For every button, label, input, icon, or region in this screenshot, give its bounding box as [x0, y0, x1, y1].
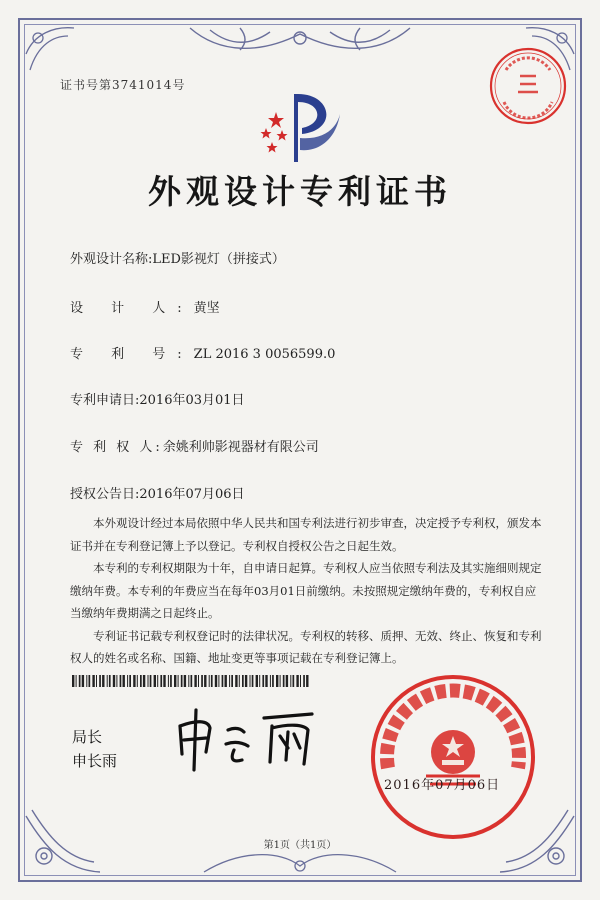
patent-number-value: ZL 2016 3 0056599.0 — [193, 347, 336, 362]
grant-date-row — [70, 483, 245, 502]
filing-date-label: 专利申请日: — [70, 393, 140, 408]
patentee-row — [70, 436, 319, 455]
patentee-value: 余姚利帅影视器材有限公司 — [162, 440, 319, 455]
certificate-number: 证书号第3741014号 — [60, 78, 186, 92]
barcode — [72, 675, 312, 687]
filing-date-row — [70, 389, 245, 408]
signatory-name: 申长雨 — [72, 752, 118, 770]
signatory-title: 局长 — [72, 728, 103, 746]
filing-date-value: 2016年03月01日 — [139, 393, 245, 408]
director-signature — [172, 700, 322, 775]
grant-date-label: 授权公告日: — [70, 487, 140, 502]
top-ornament — [180, 24, 420, 60]
tax-stamp — [488, 46, 568, 126]
design-name-label: 外观设计名称: — [70, 252, 153, 267]
designer-row — [70, 297, 220, 316]
grant-date-value: 2016年07月06日 — [139, 487, 245, 502]
patent-number-row — [70, 343, 335, 362]
official-seal — [368, 672, 538, 842]
page-number: 第1页（共1页） — [263, 840, 337, 851]
patent-number-label: 专 利 号: — [70, 347, 194, 362]
corner-ornament-top-left — [24, 24, 84, 84]
patent-office-logo — [252, 90, 342, 170]
bottom-ornament — [200, 848, 400, 876]
body-paragraph-2: 本专利的专利权期限为十年，自申请日起算。专利权人应当依照专利法及其实施细则规定缴纳年费。本专利的年费应当在每年03月01日前缴纳。未按照规定缴纳年费的，专利权自应当缴纳年费期满之日起终止。 — [70, 561, 542, 620]
seal-date: 2016年07月06日 — [384, 778, 501, 793]
designer-value: 黄坚 — [193, 301, 220, 316]
patentee-label: 专 利 权 人: — [70, 440, 163, 455]
certificate-title: 外观设计专利证书 — [148, 172, 452, 211]
design-name-value: LED影视灯（拼接式） — [152, 252, 285, 267]
certificate-body — [70, 512, 546, 670]
body-paragraph-1: 本外观设计经过本局依照中华人民共和国专利法进行初步审查，决定授予专利权，颁发本证书并在专利登记簿上予以登记。专利权自授权公告之日起生效。 — [70, 516, 542, 553]
designer-label: 设 计 人: — [70, 301, 194, 316]
design-name-row — [70, 248, 285, 267]
body-paragraph-3: 专利证书记载专利权登记时的法律状况。专利权的转移、质押、无效、终止、恢复和专利权人的姓名或名称、国籍、地址变更等事项记载在专利登记簿上。 — [70, 628, 542, 665]
